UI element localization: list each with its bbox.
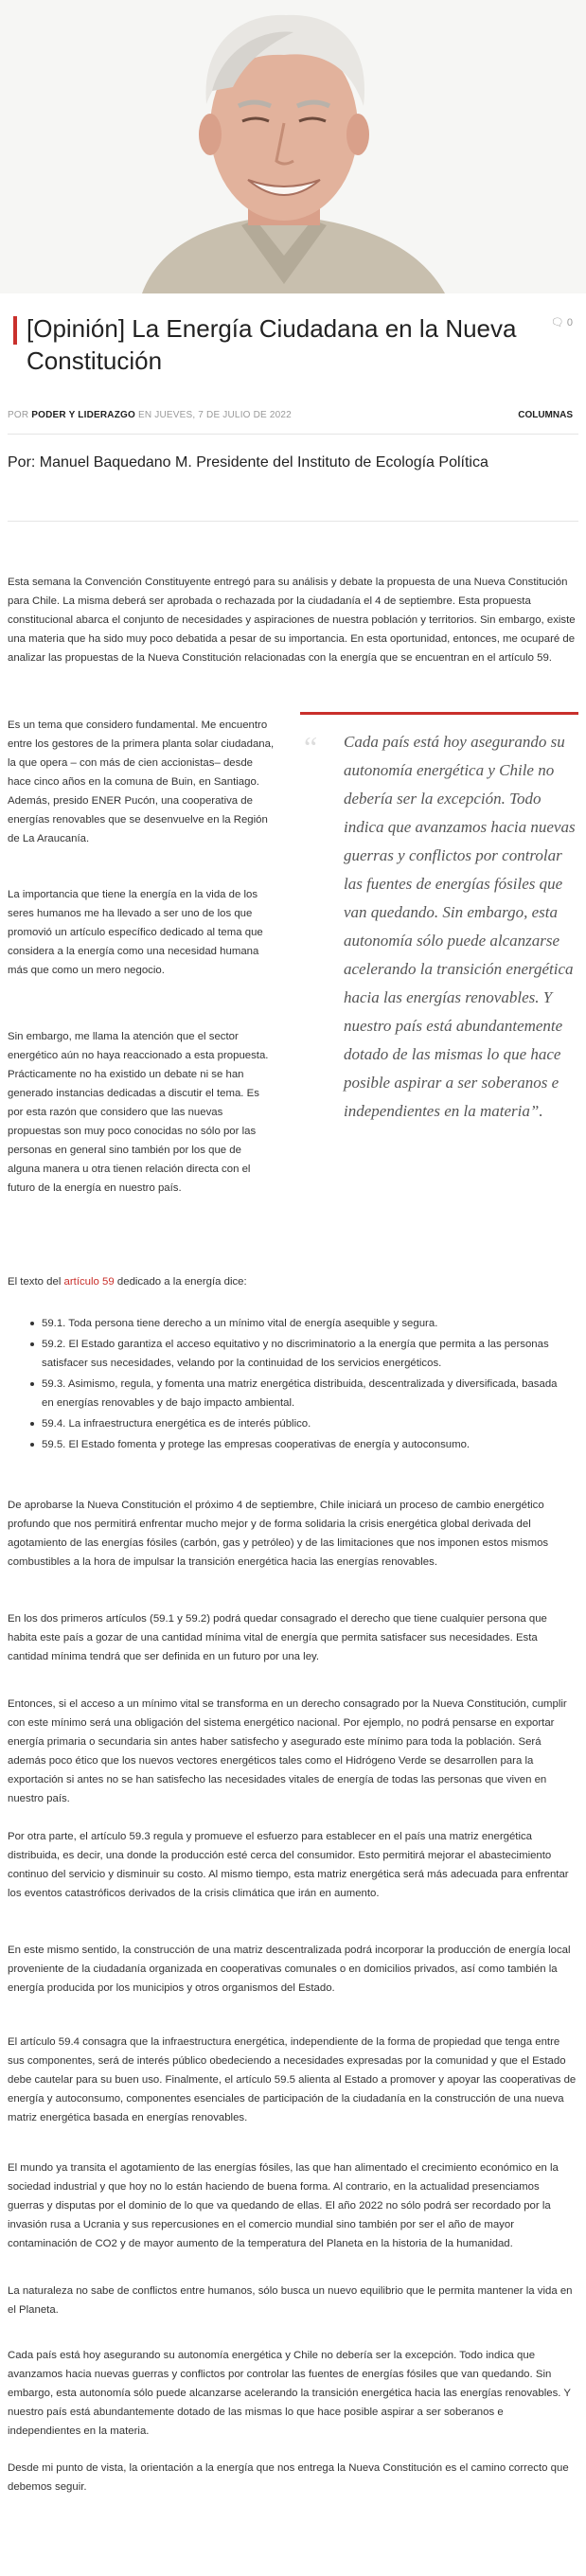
pullquote [300,712,578,1126]
author-portrait [0,0,586,293]
comments-count[interactable]: 🗨 0 [550,317,573,329]
article-meta: POR PODER Y LIDERAZGO EN JUEVES, 7 DE JULIO DE 2022 [8,410,292,420]
paragraph: Cada país está hoy asegurando su autonomía energética y Chile no debería ser la excepción. Todo indica que avanzamos hacia nuevas guerras y conflictos por controlar las fuentes de energías fósiles que van quedando. Sin embargo, esta autonomía sólo puede alcanzarse acelerando la transición energética hacia las energías renovables. Y nuestro país está abundantemente dotado de las mismas lo que hace posible aspirar a ser soberanos e independientes en la materia. [8,2350,571,2437]
paragraph: El artículo 59.4 consagra que la infraestructura energética, independiente de la forma de propiedad que tenga entre sus componentes, será de interés público obedeciendo a necesidades expresadas por la comunidad y que el Estado debe cautelar para su buen uso. Finalmente, el artículo 59.5 alienta al Estado a promover y apoyar las cooperativas de energía y autoconsumo, componentes esenciales de participación de la ciudadanía en la construcción de una nueva matriz energética basada en energías renovables. [8,2036,577,2123]
publish-date: EN JUEVES, 7 DE JULIO DE 2022 [137,410,292,420]
comment-icon: 🗨 [550,317,564,329]
article-header [13,312,573,377]
paragraph: La naturaleza no sabe de conflictos entre humanos, sólo busca un nuevo equilibrio que le permita mantener la vida en el Planeta. [8,2285,573,2316]
list-item: 59.2. El Estado garantiza el acceso equitativo y no discriminatorio a la energía que permita a las personas satisfacer sus necesidades, velando por la continuidad de los servicios energéticos. [42,1335,572,1373]
divider [8,521,578,522]
byline: Por: Manuel Baquedano M. Presidente del Instituto de Ecología Política [8,454,488,471]
pullquote-text: Cada país está hoy asegurando su autonomía energética y Chile no debería ser la excepción. Todo indica que avanzamos hacia nuevas guerras y conflictos por controlar las fuentes de energías fósiles que van quedando. Sin embargo, esta autonomía sólo puede alcanzarse acelerando la transición energética hacia las energías renovables. Y nuestro país está abundantemente dotado de las mismas lo que hace posible aspirar a ser soberanos e independientes en la materia”. [344,733,576,1120]
quote-mark-icon: “ [304,730,318,764]
article-59-link[interactable]: artículo 59 [63,1276,115,1288]
paragraph: Esta semana la Convención Constituyente entregó para su análisis y debate la propuesta de una Nueva Constitución para Chile. La misma deberá ser aprobada o rechazada por la ciudadanía el 4 de septiembre. Esta propuesta constitucional abarca el conjunto de necesidades y aspiraciones de nuestra población y territorios. Sin embargo, existe una materia que ha sido muy poco debatida a pesar de su importancia. En esta oportunidad, entonces, me ocuparé de analizar las propuestas de la Nueva Constitución relacionadas con la energía que se encuentran en el artículo 59. [8,577,576,664]
paragraph: Por otra parte, el artículo 59.3 regula y promueve el esfuerzo para establecer en el país una matriz energética distribuida, es decir, una donde la producción esté cerca del consumidor. Esto permitirá mejorar el abastecimiento continuo del servicio y disminuir su costo. Al mismo tiempo, esta matriz energética será más adecuada para enfrentar los eventos catastróficos derivados de la crisis climática que irán en aumento. [8,1831,569,1899]
divider [8,434,578,435]
category-link[interactable]: PODER Y LIDERAZGO [31,410,135,420]
article-title: [Opinión] La Energía Ciudadana en la Nueva Constitución [27,314,517,375]
paragraph: Es un tema que considero fundamental. Me encuentro entre los gestores de la primera planta solar ciudadana, la que opera – con más de cien accionistas– desde hace cinco años en la comuna de Buin, en Santiago. Además, presido ENER Pucón, una cooperativa de energías renovables que se desenvuelve en la Región de La Araucanía. [8,720,275,844]
paragraph: En los dos primeros artículos (59.1 y 59.2) podrá quedar consagrado el derecho que tiene cualquier persona que habita este país a gozar de una cantidad mínima vital de energía que permita satisfacer sus necesidades. Esta cantidad mínima tendrá que ser definida en un futuro por una ley. [8,1613,547,1662]
list-item: 59.3. Asimismo, regula, y fomenta una matriz energética distribuida, descentralizada y diversificada, basada en energías renovables y de bajo impacto ambiental. [42,1375,572,1412]
paragraph: La importancia que tiene la energía en la vida de los seres humanos me ha llevado a ser uno de los que promovió un artículo específico dedicado al tema que considera a la energía como una necesidad humana más que como un mero negocio. [8,889,263,976]
portrait-image [0,0,586,293]
paragraph: Entonces, si el acceso a un mínimo vital se transforma en un derecho consagrado por la Nueva Constitución, cumplir con este mínimo será una obligación del sistema energético nacional. Por ejemplo, no podrá pensarse en exportar energía primaria o secundaria sin antes haber satisfecho y asegurado este mínimo para toda la población. Será además poco ético que los nuevos vectores energéticos tales como el Hidrógeno Verde se desarrollen para la exportación si antes no se han satisfecho las necesidades vitales de energía de todas las personas que viven en nuestro país. [8,1698,567,1804]
paragraph: Desde mi punto de vista, la orientación a la energía que nos entrega la Nueva Constitución es el camino correcto que debemos seguir. [8,2462,569,2493]
list-item: 59.5. El Estado fomenta y protege las empresas cooperativas de energía y autoconsumo. [42,1435,572,1454]
list-item: 59.4. La infraestructura energética es de interés público. [42,1414,572,1433]
paragraph: En este mismo sentido, la construcción de una matriz descentralizada podrá incorporar la producción de energía local proveniente de la ciudadanía organizada en cooperativas comunales o en domicilios privados, así como también la energía producida por los municipios y otros organismos del Estado. [8,1945,571,1994]
paragraph: De aprobarse la Nueva Constitución el próximo 4 de septiembre, Chile iniciará un proceso de cambio energético profundo que nos permitirá enfrentar mucho mejor y de forma solidaria la crisis energética global derivada del agotamiento de las energías fósiles (carbón, gas y petróleo) y de las limitaciones que nos imponen estos mismos combustibles a la hora de impulsar la transición energética hacia las energías renovables. [8,1500,549,1568]
paragraph: El mundo ya transita el agotamiento de las energías fósiles, las que han alimentado el crecimiento económico en la sociedad industrial y que hoy no lo están haciendo de buena forma. Al contrario, en la actualidad presenciamos guerras y disputas por el dominio de lo que va quedando de ellas. El año 2022 no sólo podrá ser recordado por la invasión rusa a Ucrania y sus repercusiones en el comercio mundial sino también por ser el año de mayor contaminación de CO2 y de mayor aumento de la temperatura del Planeta en la historia de la humanidad. [8,2162,559,2249]
article-59-list [42,1314,572,1456]
section-link[interactable]: COLUMNAS [518,410,573,420]
article-intro: El texto del artículo 59 dedicado a la energía dice: [8,1276,247,1288]
title-accent-bar [13,316,17,345]
list-item: 59.1. Toda persona tiene derecho a un mínimo vital de energía asequible y segura. [42,1314,572,1333]
paragraph: Sin embargo, me llama la atención que el sector energético aún no haya reaccionado a esta propuesta. Prácticamente no ha existido un debate ni se han generado instancias dedicadas a discutir el tema. Es por esta razón que considero que las nuevas propuestas son muy poco conocidas no sólo por las personas en general sino también por los que de alguna manera u otra tienen relación directa con el futuro de la energía en nuestro país. [8,1031,269,1194]
